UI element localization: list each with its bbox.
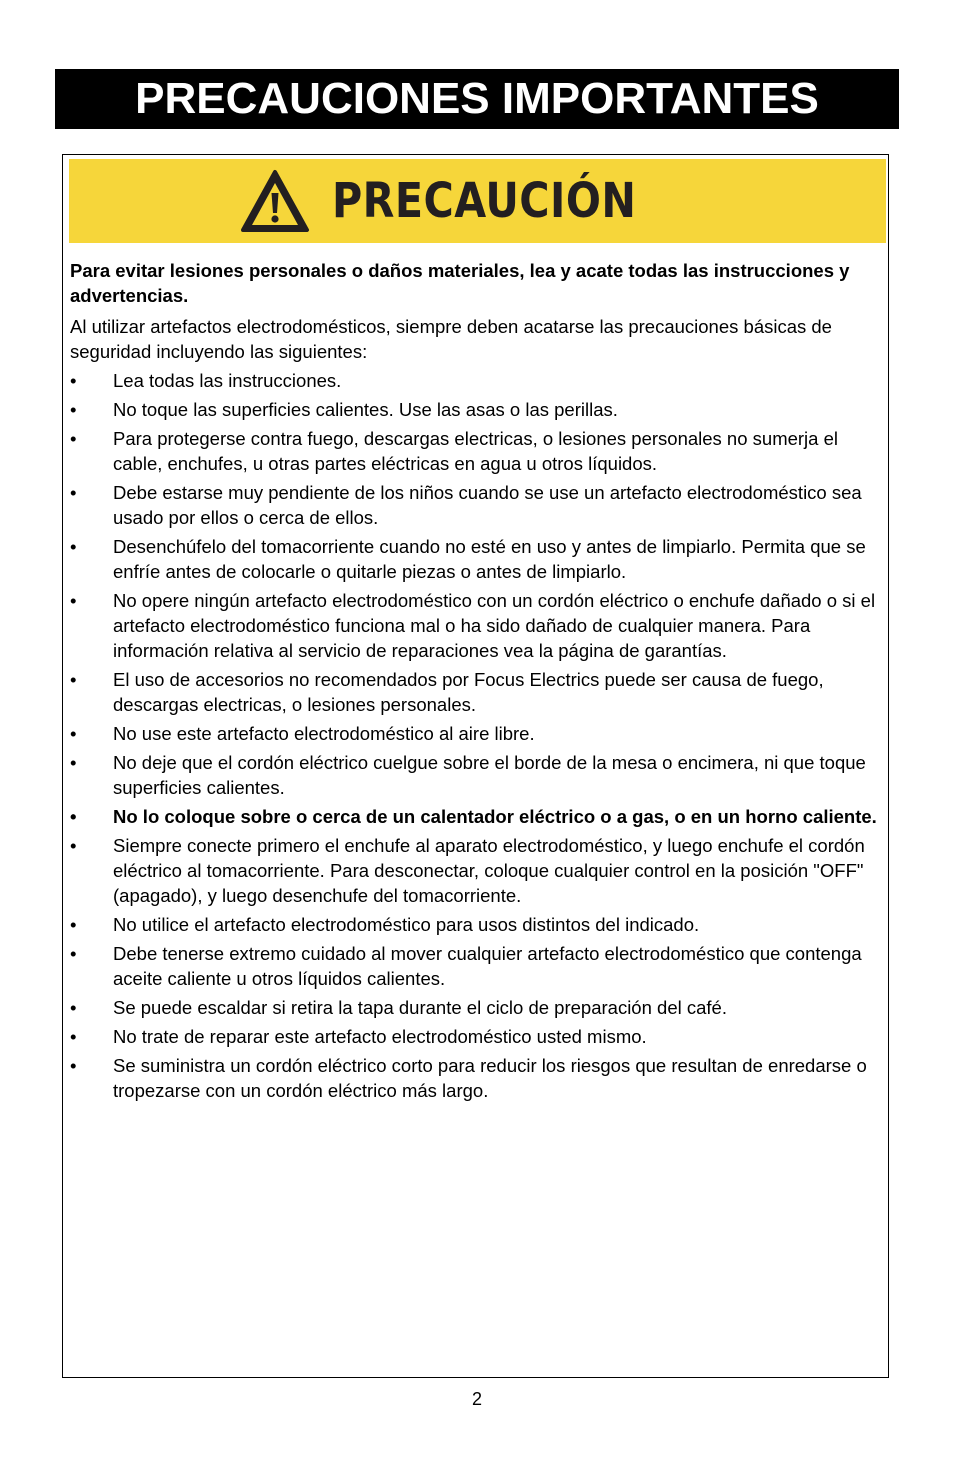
list-item: [70, 588, 882, 663]
list-item: [70, 480, 882, 530]
bullet-marker: •: [70, 723, 77, 744]
precautions-box: [62, 154, 889, 1378]
title-bar: [55, 69, 899, 129]
list-item-text: No opere ningún artefacto electrodoméstico con un cordón eléctrico o enchufe dañado o si el artefacto electrodoméstico funciona mal o ha sido dañado de cualquier manera. Para información relativa al servicio de reparaciones vea la página de garantías.: [113, 590, 876, 661]
list-item: [70, 833, 882, 908]
bullet-marker: •: [70, 590, 77, 611]
list-item: [70, 912, 882, 937]
precautions-list: [70, 368, 882, 1103]
list-item-text: No utilice el artefacto electrodoméstico para usos distintos del indicado.: [113, 914, 700, 935]
list-item: [70, 995, 882, 1020]
bullet-marker: •: [70, 1055, 77, 1076]
bullet-marker: •: [70, 943, 77, 964]
intro-warning: Para evitar lesiones personales o daños materiales, lea y acate todas las instrucciones y advertencias.: [70, 260, 850, 306]
list-item: [70, 804, 882, 829]
bullet-marker: •: [70, 997, 77, 1018]
bullet-marker: •: [70, 1026, 77, 1047]
list-item: [70, 941, 882, 991]
warning-triangle-icon: [240, 169, 310, 233]
bullet-marker: •: [70, 835, 77, 856]
list-item-text: No lo coloque sobre o cerca de un calentador eléctrico o a gas, o en un horno caliente.: [113, 806, 877, 827]
list-item-text: El uso de accesorios no recomendados por Focus Electrics puede ser causa de fuego, descargas electricas, o lesiones personales.: [113, 669, 824, 715]
intro-text: Al utilizar artefactos electrodomésticos, siempre deben acatarse las precauciones básicas de seguridad incluyendo las siguientes:: [70, 316, 832, 362]
list-item-text: No trate de reparar este artefacto electrodoméstico usted mismo.: [113, 1026, 647, 1047]
list-item: [70, 368, 882, 393]
page-number: 2: [471, 1389, 482, 1409]
bullet-marker: •: [70, 914, 77, 935]
list-item: [70, 750, 882, 800]
caution-banner: [69, 159, 886, 243]
list-item: [70, 1024, 882, 1049]
bullet-marker: •: [70, 752, 77, 773]
list-item-text: Debe tenerse extremo cuidado al mover cualquier artefacto electrodoméstico que contenga aceite caliente u otros líquidos calientes.: [113, 943, 862, 989]
list-item-text: Para protegerse contra fuego, descargas electricas, o lesiones personales no sumerja el cable, enchufes, u otras partes eléctricas en agua u otros líquidos.: [113, 428, 838, 474]
page-title: PRECAUCIONES IMPORTANTES: [135, 74, 819, 123]
bullet-marker: •: [70, 428, 77, 449]
caution-word: PRECAUCIÓN: [331, 173, 636, 229]
list-item: [70, 397, 882, 422]
list-item-text: No use este artefacto electrodoméstico al aire libre.: [113, 723, 535, 744]
list-item-text: Se puede escaldar si retira la tapa durante el ciclo de preparación del café.: [113, 997, 727, 1018]
precautions-content: [70, 258, 882, 1107]
list-item-text: Lea todas las instrucciones.: [113, 370, 342, 391]
bullet-marker: •: [70, 806, 77, 827]
list-item: [70, 1053, 882, 1103]
list-item-text: Desenchúfelo del tomacorriente cuando no esté en uso y antes de limpiarlo. Permita que se enfríe antes de colocarle o quitarle piezas o antes de limpiarlo.: [113, 536, 866, 582]
list-item: [70, 721, 882, 746]
caution-banner-content: [240, 169, 686, 233]
bullet-marker: •: [70, 370, 77, 391]
bullet-marker: •: [70, 399, 77, 420]
list-item-text: No deje que el cordón eléctrico cuelgue sobre el borde de la mesa o encimera, ni que toque superficies calientes.: [113, 752, 866, 798]
list-item-text: Siempre conecte primero el enchufe al aparato electrodoméstico, y luego enchufe el cordón eléctrico al tomacorriente. Para desconectar, coloque cualquier control en la posición "OFF" (apagado), y luego desenchufe del tomacorriente.: [113, 835, 865, 906]
list-item-text: Se suministra un cordón eléctrico corto para reducir los riesgos que resultan de enredarse o tropezarse con un cordón eléctrico más largo.: [113, 1055, 867, 1101]
bullet-marker: •: [70, 536, 77, 557]
bullet-marker: •: [70, 669, 77, 690]
list-item: [70, 667, 882, 717]
list-item-text: No toque las superficies calientes. Use las asas o las perillas.: [113, 399, 618, 420]
list-item: [70, 534, 882, 584]
bullet-marker: •: [70, 482, 77, 503]
list-item: [70, 426, 882, 476]
list-item-text: Debe estarse muy pendiente de los niños cuando se use un artefacto electrodoméstico sea usado por ellos o cerca de ellos.: [113, 482, 862, 528]
